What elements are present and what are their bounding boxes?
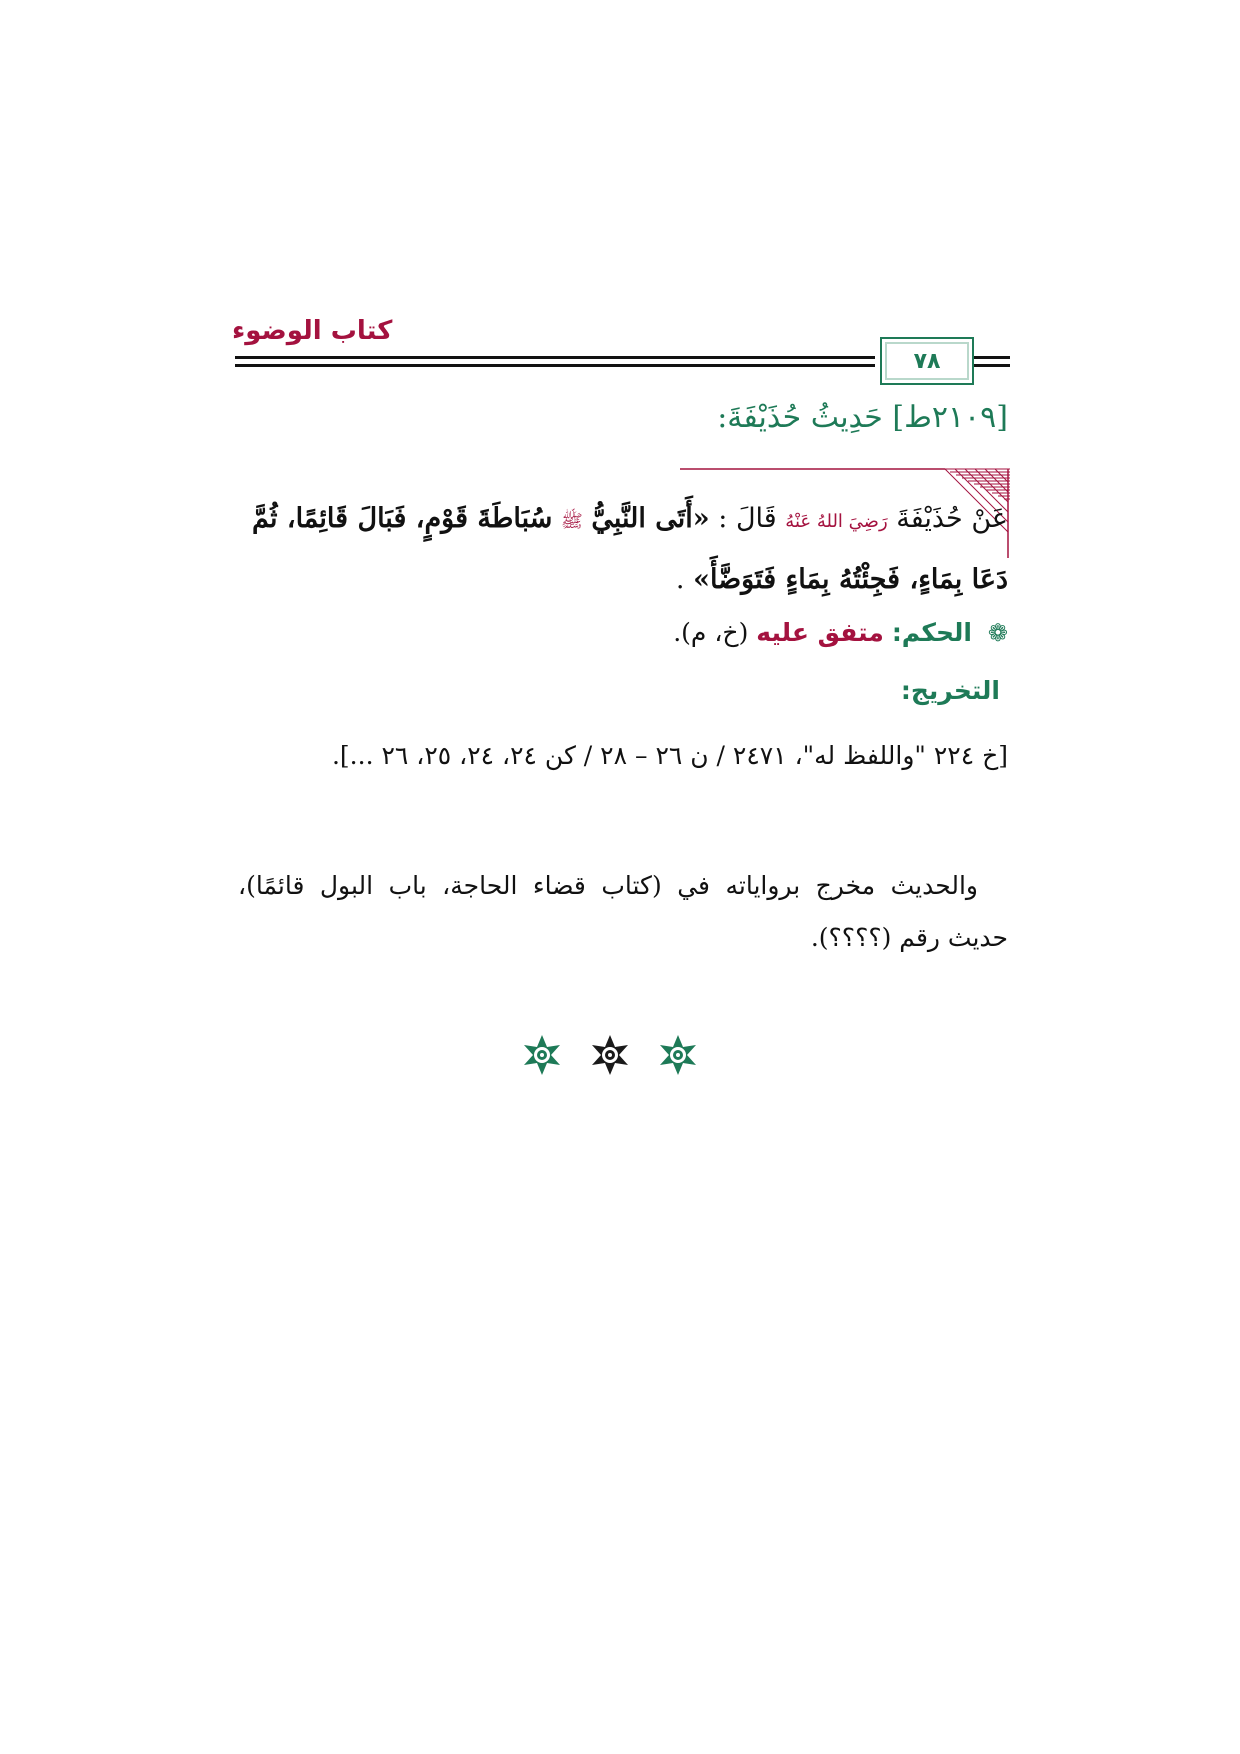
prophet-honorific: ﷺ <box>561 511 583 532</box>
cross-reference-note: والحديث مخرج برواياته في (كتاب قضاء الحاجة، باب البول قائمًا)، حديث رقم (؟؟؟؟). <box>238 871 1008 952</box>
hadith-quote-rest: سُبَاطَةَ قَوْمٍ، فَبَالَ قَائِمًا، ثُمَّ دَعَا بِمَاءٍ، فَجِئْتُهُ بِمَاءٍ فَتَوَضَّأَ» <box>251 503 1008 595</box>
page-number-badge <box>880 337 974 385</box>
header-rule-line-top <box>235 356 875 359</box>
flower-ornament-icon <box>520 1033 564 1077</box>
hadith-lead: عَنْ حُذَيْفَةَ <box>896 503 1008 534</box>
ruling-line <box>248 618 1008 647</box>
ruling-label: الحكم: <box>891 618 972 647</box>
hadith-quote-start: «أَتَى النَّبِيُّ <box>591 503 710 534</box>
takhrij-title: التخريج: <box>900 676 1000 705</box>
hadith-text <box>248 490 1008 609</box>
hadith-said: قَالَ : <box>718 503 777 534</box>
closing-ornaments <box>520 1030 700 1080</box>
book-title: كتاب الوضوء <box>232 316 393 346</box>
flower-bullet-icon: ❁ <box>987 619 1008 647</box>
takhrij-references: [خ ٢٢٤ "واللفظ له"، ٢٤٧١ / ن ٢٦ – ٢٨ / كن ٢٤، ٢٤، ٢٥، ٢٦ ...]. <box>331 741 1008 770</box>
companion-honorific: رَضِيَ اللهُ عَنْهُ <box>785 511 888 532</box>
flower-ornament-icon <box>588 1033 632 1077</box>
flower-ornament-icon <box>656 1033 700 1077</box>
header-rule-line-bottom <box>235 364 875 367</box>
section-heading: [٢١٠٩ط] حَدِيثُ حُذَيْفَةَ: <box>717 400 1008 435</box>
ruling-value: متفق عليه <box>756 618 884 647</box>
hadith-end: . <box>675 564 685 595</box>
ruling-sources: (خ، م). <box>673 618 749 647</box>
page-number: ٧٨ <box>913 348 941 374</box>
